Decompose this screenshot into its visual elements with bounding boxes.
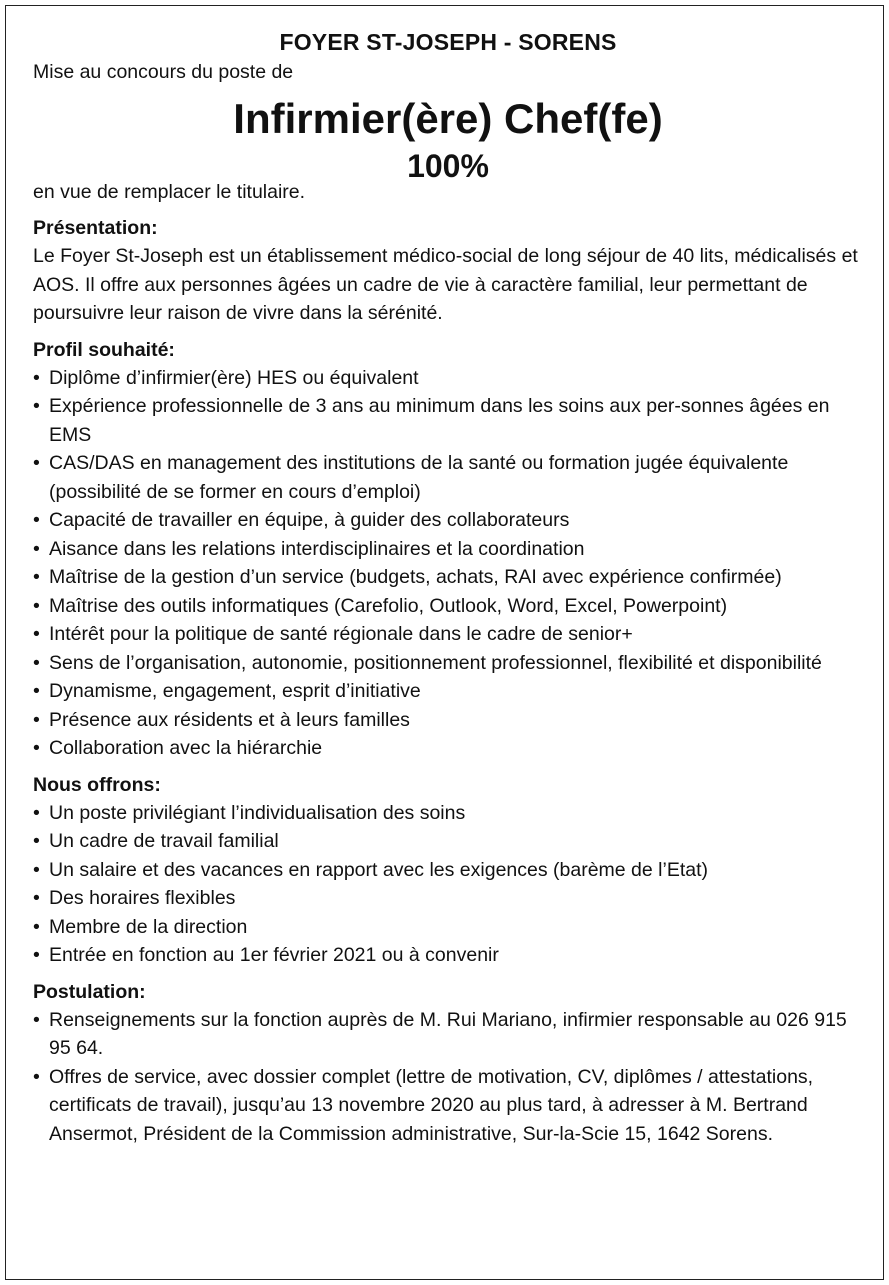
list-item-text: Offres de service, avec dossier complet (lettre de motivation, CV, diplômes / attestations, certificats de travail), jusqu’au 13 novembre 2020 au plus tard, à adresser à M. Bertrand Ansermot, Président de la Commission administrative, Sur-la-Scie 15, 1642 Sorens. xyxy=(49,1065,814,1145)
section-title: Présentation: xyxy=(33,217,158,239)
list-item-text: Collaboration avec la hiérarchie xyxy=(49,737,323,759)
list-item-text: Membre de la direction xyxy=(49,915,248,938)
bullet-icon: • xyxy=(33,452,40,474)
replacement-note: en vue de remplacer le titulaire. xyxy=(33,181,306,203)
bullet-icon: • xyxy=(33,858,40,881)
list-item xyxy=(33,884,863,913)
section-application xyxy=(33,978,863,1149)
list-item-text: Capacité de travailler en équipe, à guider des collaborateurs xyxy=(49,509,570,531)
bullet-icon: • xyxy=(33,830,40,852)
list-item xyxy=(33,799,863,828)
list-item xyxy=(33,941,863,970)
list-item xyxy=(33,856,863,885)
list-item-text: Aisance dans les relations interdisciplinaires et la coordination xyxy=(49,537,585,560)
bullet-icon: • xyxy=(33,651,40,674)
bullet-icon: • xyxy=(33,708,40,731)
list-item xyxy=(33,563,863,592)
bullet-icon: • xyxy=(33,887,40,909)
list-item xyxy=(33,734,863,763)
list-item xyxy=(33,913,863,942)
presentation-paragraph: Le Foyer St-Joseph est un établissement médico-social de long séjour de 40 lits, médicalisés et AOS. Il offre aux personnes âgées un cadre de vie à caractère familial, leur permettant de poursuivre leur raison de vivre dans la sérénité. xyxy=(33,245,858,324)
organization-name: FOYER ST-JOSEPH - SORENS xyxy=(279,29,617,55)
list-item xyxy=(33,827,863,856)
bullet-icon: • xyxy=(33,509,40,531)
list-item xyxy=(33,535,863,564)
section-title: Postulation: xyxy=(33,980,146,1003)
offers-list xyxy=(33,799,863,970)
section-title: Nous offrons: xyxy=(33,773,161,796)
bullet-icon: • xyxy=(33,680,40,702)
advert-content xyxy=(33,26,863,1148)
list-item xyxy=(33,1006,863,1063)
job-title: Infirmier(ère) Chef(fe) xyxy=(233,95,663,142)
bullet-icon: • xyxy=(33,395,40,417)
list-item-text: Un cadre de travail familial xyxy=(49,830,279,852)
list-item xyxy=(33,649,863,678)
list-item-text: Un poste privilégiant l’individualisation des soins xyxy=(49,801,466,824)
section-presentation xyxy=(33,214,863,328)
bullet-icon: • xyxy=(33,366,40,389)
bullet-icon: • xyxy=(33,801,40,824)
list-item-text: Intérêt pour la politique de santé régionale dans le cadre de senior+ xyxy=(49,623,633,645)
list-item xyxy=(33,506,863,535)
bullet-icon: • xyxy=(33,566,40,588)
bullet-icon: • xyxy=(33,623,40,645)
bullet-icon: • xyxy=(33,537,40,560)
bullet-icon: • xyxy=(33,1065,40,1088)
bullet-icon: • xyxy=(33,594,40,617)
section-title: Profil souhaité: xyxy=(33,338,175,361)
intro-text: Mise au concours du poste de xyxy=(33,61,294,83)
list-item xyxy=(33,592,863,621)
bullet-icon: • xyxy=(33,944,40,966)
list-item-text: Dynamisme, engagement, esprit d’initiative xyxy=(49,680,421,702)
list-item xyxy=(33,706,863,735)
employment-rate: 100% xyxy=(407,148,489,184)
list-item-text: Maîtrise des outils informatiques (Carefolio, Outlook, Word, Excel, Powerpoint) xyxy=(49,594,728,617)
list-item-text: Renseignements sur la fonction auprès de M. Rui Mariano, infirmier responsable au 026 915 95 64. xyxy=(49,1008,847,1059)
list-item-text: Des horaires flexibles xyxy=(49,887,236,909)
bullet-icon: • xyxy=(33,737,40,759)
bullet-icon: • xyxy=(33,1008,40,1031)
list-item-text: Entrée en fonction au 1er février 2021 ou à convenir xyxy=(49,944,499,966)
section-offers xyxy=(33,771,863,970)
list-item-text: Maîtrise de la gestion d’un service (budgets, achats, RAI avec expérience confirmée) xyxy=(49,566,782,588)
list-item-text: Expérience professionnelle de 3 ans au minimum dans les soins aux per-sonnes âgées en EMS xyxy=(49,395,830,446)
list-item-text: Présence aux résidents et à leurs familles xyxy=(49,708,410,731)
list-item xyxy=(33,620,863,649)
list-item xyxy=(33,1063,863,1149)
list-item xyxy=(33,449,863,506)
list-item-text: Un salaire et des vacances en rapport avec les exigences (barème de l’Etat) xyxy=(49,858,709,881)
section-profile xyxy=(33,336,863,763)
application-list xyxy=(33,1006,863,1149)
list-item xyxy=(33,364,863,393)
list-item-text: CAS/DAS en management des institutions de la santé ou formation jugée équivalente (possibilité de se former en cours d’emploi) xyxy=(49,452,789,503)
list-item-text: Diplôme d’infirmier(ère) HES ou équivalent xyxy=(49,366,419,389)
list-item xyxy=(33,677,863,706)
profile-list xyxy=(33,364,863,763)
list-item-text: Sens de l’organisation, autonomie, positionnement professionnel, flexibilité et disponibilité xyxy=(49,651,822,674)
bullet-icon: • xyxy=(33,915,40,938)
list-item xyxy=(33,392,863,449)
